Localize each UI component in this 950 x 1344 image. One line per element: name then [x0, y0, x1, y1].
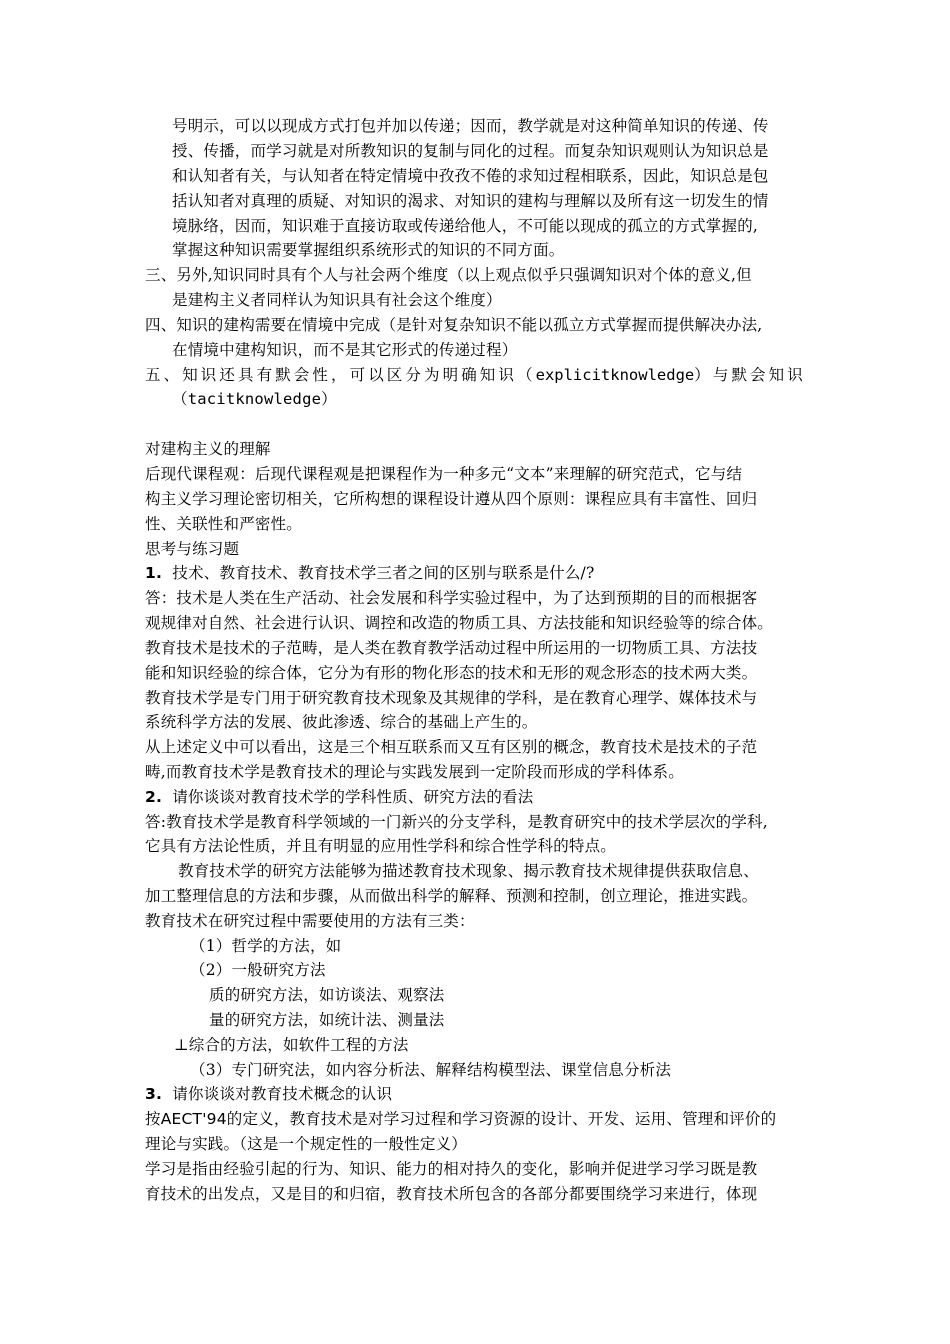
list-item-4: 四、知识的建构需要在情境中完成（是针对复杂知识不能以孤立方式掌握而提供解决办法, [145, 316, 763, 334]
question-text: 请你谈谈对教育技术学的学科性质、研究方法的看法 [172, 788, 534, 806]
exercises-heading: 思考与练习题 [145, 540, 240, 558]
method-subitem: 量的研究方法，如统计法、测量法 [209, 1011, 445, 1029]
text-line: 括认知者对真理的质疑、对知识的渴求、对知识的建构与理解以及所有这一切发生的情 [172, 192, 769, 210]
list-item-5-continuation [172, 387, 337, 411]
answer-1: 教育技术学是专门用于研究教育技术现象及其规律的学科，是在教育心理学、媒体技术与 [145, 689, 758, 707]
method-item: （2）一般研究方法 [190, 961, 326, 979]
term-tacit-knowledge: tacitknowledge [187, 390, 322, 408]
answer-3: 育技术的出发点，又是目的和归宿，教育技术所包含的各部分都要围绕学习来进行，体现 [145, 1185, 758, 1203]
question-number: 3. [145, 1085, 163, 1103]
list-item-5-text: 五、知识还具有默会性，可以区分为明确知识（ [145, 366, 536, 384]
answer-1: 系统科学方法的发展、彼此渗透、综合的基础上产生的。 [145, 713, 538, 731]
term-explicit-knowledge: explicitknowledge [535, 366, 695, 384]
answer-2: 教育技术在研究过程中需要使用的方法有三类： [145, 912, 475, 930]
list-item-3: 三、另外,知识同时具有个人与社会两个维度（以上观点似乎只强调知识对个体的意义,但 [145, 266, 752, 284]
answer-1: 教育技术是技术的子范畴，是人类在教育教学活动过程中所运用的一切物质工具、方法技 [145, 639, 758, 657]
term-aect94: AECT'94 [160, 1110, 227, 1128]
answer-2: 教育技术学的研究方法能够为描述教育技术现象、揭示教育技术规律提供获取信息、 [178, 862, 759, 880]
answer-2: 加工整理信息的方法和步骤，从而做出科学的解释、预测和控制，创立理论，推进实践。 [145, 887, 758, 905]
question-number: 1. [145, 564, 163, 582]
question-text: 请你谈谈对教育技术概念的认识 [172, 1085, 393, 1103]
paragraph-postmodern: 后现代课程观：后现代课程观是把课程作为一种多元“文本”来理解的研究范式，它与结 [145, 465, 743, 483]
paragraph-postmodern: 构主义学习理论密切相关，它所构想的课程设计遵从四个原则：课程应具有丰富性、回归 [145, 490, 758, 508]
question-1 [145, 561, 594, 585]
method-subitem: ⊥综合的方法，如软件工程的方法 [174, 1036, 409, 1054]
heading-constructivism: 对建构主义的理解 [145, 440, 271, 458]
bracket-close: ） [321, 390, 337, 408]
method-item: （3）专门研究法，如内容分析法、解释结构模型法、课堂信息分析法 [190, 1061, 672, 1079]
answer-3: 学习是指由经验引起的行为、知识、能力的相对持久的变化，影响并促进学习学习既是教 [145, 1160, 758, 1178]
text-line: 和认知者有关，与认知者在特定情境中孜孜不倦的求知过程相联系，因此，知识总是包 [172, 167, 769, 185]
answer-1: 畴,而教育技术学是教育技术的理论与实践发展到一定阶段而形成的学科体系。 [145, 763, 684, 781]
method-subitem: 质的研究方法，如访谈法、观察法 [209, 986, 445, 1004]
method-item: （1）哲学的方法，如 [190, 937, 342, 955]
bracket-open: （ [172, 390, 188, 408]
text-line: 掌握这种知识需要掌握组织系统形式的知识的不同方面。 [172, 241, 565, 259]
answer-3 [145, 1107, 776, 1131]
answer-1: 从上述定义中可以看出，这是三个相互联系而又互有区别的概念，教育技术是技术的子范 [145, 738, 758, 756]
list-item-3-continuation: 是建构主义者同样认为知识具有社会这个维度） [172, 291, 502, 309]
answer-2: 它具有方法论性质，并且有明显的应用性学科和综合性学科的特点。 [145, 837, 617, 855]
text-line: 号明示，可以以现成方式打包并加以传递；因而，教学就是对这种简单知识的传递、传 [172, 117, 769, 135]
answer-1: 答：技术是人类在生产活动、社会发展和科学实验过程中，为了达到预期的目的而根据客 [145, 589, 758, 607]
question-3 [145, 1082, 392, 1106]
answer-3-prefix: 按 [145, 1110, 161, 1128]
answer-1: 能和知识经验的综合体，它分为有形的物化形态的技术和无形的观念形态的技术两大类。 [145, 664, 758, 682]
text-line: 授、传播，而学习就是对所教知识的复制与同化的过程。而复杂知识观则认为知识总是 [172, 142, 769, 160]
list-item-5 [145, 363, 806, 387]
answer-1: 观规律对自然、社会进行认识、调控和改造的物质工具、方法技能和知识经验等的综合体。 [145, 614, 774, 632]
paragraph-postmodern: 性、关联性和严密性。 [145, 515, 303, 533]
answer-3: 理论与实践。（这是一个规定性的一般性定义） [145, 1135, 467, 1153]
text-line: 境脉络，因而，知识难于直接访取或传递给他人，不可能以现成的孤立的方式掌握的, [172, 217, 759, 235]
list-item-5-text-end: ）与默会知识 [694, 366, 806, 384]
question-2 [145, 785, 533, 809]
answer-2: 答:教育技术学是教育科学领域的一门新兴的分支学科，是教育研究中的技术学层次的学科, [145, 813, 768, 831]
question-text: 技术、教育技术、教育技术学三者之间的区别与联系是什么/? [172, 564, 595, 582]
list-item-4-continuation: 在情境中建构知识，而不是其它形式的传递过程） [172, 341, 518, 359]
answer-3-text: 的定义，教育技术是对学习过程和学习资源的设计、开发、运用、管理和评价的 [226, 1110, 777, 1128]
question-number: 2. [145, 788, 163, 806]
